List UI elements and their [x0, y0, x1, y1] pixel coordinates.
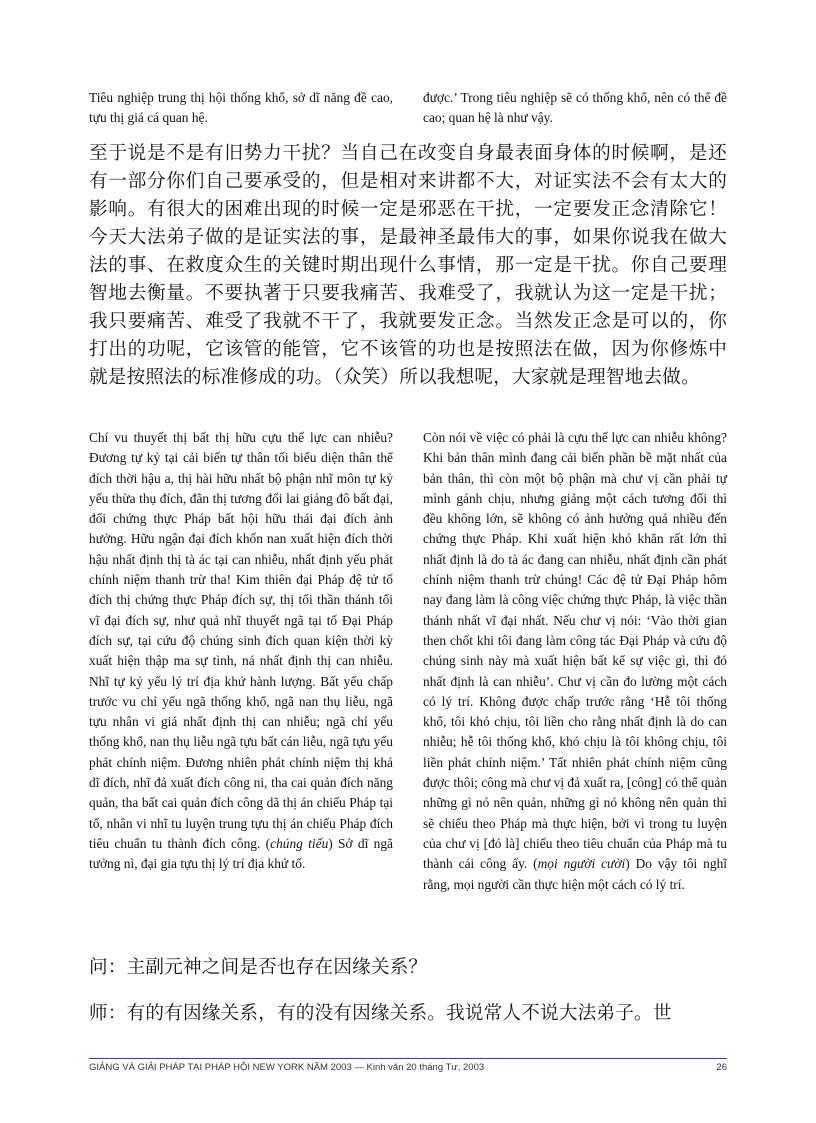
middle-left-paragraph	[89, 428, 393, 895]
top-left-paragraph: Tiêu nghiệp trung thị hội thống khổ, sở dĩ năng đề cao, tựu thị giá cá quan hệ.	[89, 90, 393, 126]
top-block	[89, 88, 727, 129]
footer-title: GIẢNG VÀ GIẢI PHÁP TẠI PHÁP HỘI NEW YORK NĂM 2003 — Kinh văn 20 tháng Tư, 2003	[89, 1062, 485, 1073]
chinese-paragraph: 至于说是不是有旧势力干扰？当自己在改变自身最表面身体的时候啊，是还有一部分你们自己要承受的，但是相对来讲都不大，对证实法不会有太大的影响。有很大的困难出现的时候一定是邪恶在干扰，一定要发正念清除它！今天大法弟子做的是证实法的事，是最神圣最伟大的事，如果你说我在做大法的事、在救度众生的关键时期出现什么事情，那一定是干扰。你自己要理智地去衡量。不要执著于只要我痛苦、我难受了，我就认为这一定是干扰；我只要痛苦、难受了我就不干了，我就要发正念。当然发正念是可以的，你打出的功呢，它该管的能管，它不该管的功也是按照法在做，因为你修炼中就是按照法的标准修成的功。（众笑）所以我想呢，大家就是理智地去做。	[89, 143, 727, 388]
middle-right-text: Còn nói về việc có phải là cựu thế lực can nhiễu không? Khi bản thân mình đang cải biến phần bề mặt nhất của bản thân, thì còn một bộ phận mà chư vị cần phải tự mình gánh chịu, nhưng giảng một cách tương đối thì đều không lớn, sẽ không có ảnh hưởng quá nhiều đến chứng thực Pháp. Khi xuất hiện khó khăn rất lớn thì nhất định là do tà ác đang can nhiễu, nhất định cần phát chính niệm thanh trừ chúng! Các đệ tử Đại Pháp hôm nay đang làm là công việc chứng thực Pháp, là việc thần thánh nhất vĩ đại nhất. Nếu chư vị nói: ‘Vào thời gian then chốt khi tôi đang làm công tác Đại Pháp và cứu độ chúng sinh này mà xuất hiện bất kể sự việc gì, thì đó nhất định là can nhiễu’. Chư vị cần đo lường một cách có lý trí. Không được chấp trước rằng ‘Hễ tôi thống khổ, tôi khó chịu, tôi liền cho rằng nhất định là do can nhiễu; hễ tôi thống khổ, khó chịu là tôi không chịu, tôi liền phát chính niệm.’ Tất nhiên phát chính niệm cũng được thôi; công mà chư vị đả xuất ra, [công] có thể quản những gì nó nên quản, những gì nó không nên quản thì sẽ chiếu theo Pháp mà thực hiện, bởi vì trong tu luyện của chư vị [đó là] chiếu theo tiêu chuẩn của Pháp mà tu thành cái công ấy. (	[423, 430, 727, 872]
middle-block	[89, 428, 727, 895]
middle-left-text: Chí vu thuyết thị bất thị hữu cựu thế lực can nhiễu? Đương tự kỷ tại cải biến tự thân tối biểu diện thân thể đích thời hậu a, thị hài hữu nhất bộ phận nhĩ môn tự kỷ yếu thừa thụ đích, đãn thị tương đối lai giảng đô bất đại, đối chứng thực Pháp bất hội hữu thái đại đích ảnh hưởng. Hữu ngận đại đích khốn nan xuất hiện đích thời hậu nhất định thị tà ác tại can nhiễu, nhất định yếu phát chính niệm thanh trừ tha! Kim thiên đại Pháp đệ tử tố đích thị chứng thực Pháp đích sự, thị tối thần thánh tối vĩ đại đích sự, như quả nhĩ thuyết ngã tại tố Đại Pháp đích sự, tại cứu độ chúng sinh đích quan kiện thời kỳ xuất hiện thập ma sự tình, ná nhất định thị can nhiễu. Nhĩ tự kỷ yếu lý trí địa khứ hành lượng. Bất yếu chấp trước vu chỉ yếu ngã thống khổ, ngã nan thụ liễu, ngã tựu nhân vi giá nhất định thị can nhiễu; ngã chỉ yếu thống khổ, nan thụ liễu ngã tựu bất cán liễu, ngã tựu yếu phát chính niệm. Đương nhiên phát chính niệm thị khả dĩ đích, nhĩ đả xuất đích công ni, tha cai quản đích năng quản, tha bất cai quản đích công dã thị án chiếu Pháp tại tố, nhân vi nhĩ tu luyện trung tựu thị án chiếu Pháp đích tiêu chuẩn tu thành đích công. (	[89, 430, 393, 851]
page-number: 26	[716, 1062, 727, 1073]
top-right-paragraph: được.’ Trong tiêu nghiệp sẽ có thống khổ, nên có thể đề cao; quan hệ là như vậy.	[423, 90, 727, 126]
middle-left-tail: ) Sở dĩ ngã tưởng nì, đại gia tựu thị lý trí địa khứ tố.	[89, 835, 394, 872]
middle-right-italic: mọi người cười	[537, 856, 626, 872]
chinese-question: 问：主副元神之间是否也存在因缘关系？	[89, 957, 428, 978]
middle-left-italic: chúng tiếu	[270, 835, 329, 851]
middle-right-paragraph	[423, 428, 727, 895]
footer-rule	[89, 1058, 727, 1059]
middle-right-tail: ) Do vậy tôi nghĩ rằng, mọi người cần thực hiện một cách có lý trí.	[423, 856, 727, 892]
chinese-answer: 师：有的有因缘关系，有的没有因缘关系。我说常人不说大法弟子。世	[89, 1003, 672, 1024]
